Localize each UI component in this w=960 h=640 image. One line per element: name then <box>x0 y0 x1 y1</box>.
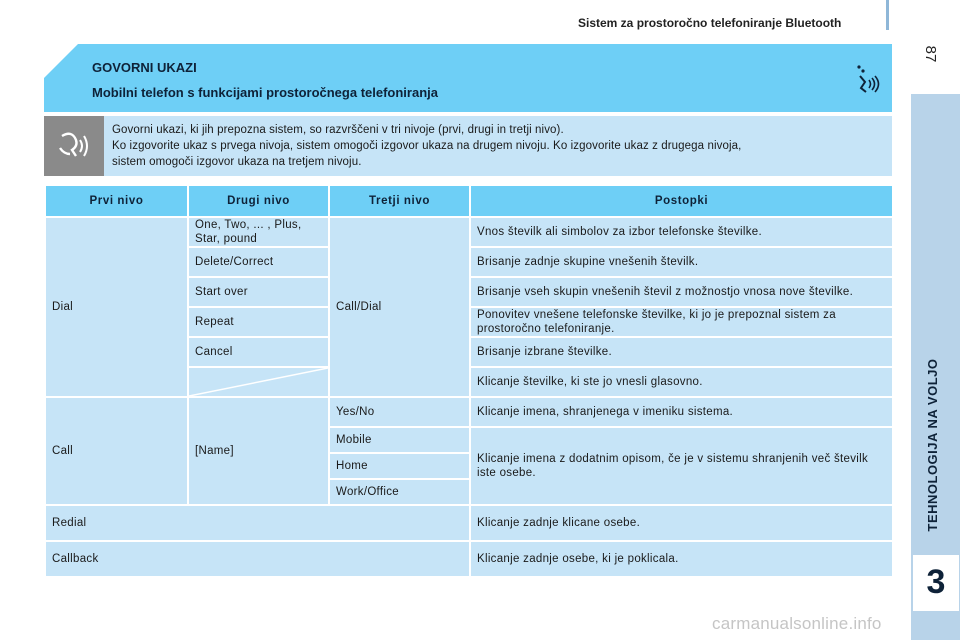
header-level-2: Drugi nivo <box>189 186 328 216</box>
dial-level-2: Repeat <box>189 308 328 336</box>
dial-level-1: Dial <box>46 218 187 396</box>
call-action: Klicanje imena z dodatnim opisom, če je v sistemu shranjenih več številk iste osebe. <box>471 428 892 504</box>
call-level-3: Work/Office <box>330 480 469 504</box>
dial-action: Brisanje zadnje skupine vnešenih številk. <box>471 248 892 276</box>
header-actions: Postopki <box>471 186 892 216</box>
header-divider <box>886 0 889 30</box>
dial-action: Brisanje izbrane številke. <box>471 338 892 366</box>
call-level-2: [Name] <box>189 398 328 504</box>
table-header-row <box>46 186 892 216</box>
dial-action: Brisanje vseh skupin vnešenih števil z možnostjo vnosa nove številke. <box>471 278 892 306</box>
dial-level-2-empty <box>189 368 328 396</box>
voice-command-icon <box>852 62 882 96</box>
header-level-1: Prvi nivo <box>46 186 187 216</box>
dial-level-2: Cancel <box>189 338 328 366</box>
dial-action: Ponovitev vnešene telefonske številke, ki jo je prepoznal sistem za prostoročno telefoniranje. <box>471 308 892 336</box>
watermark: carmanualsonline.info <box>712 614 882 633</box>
callback-action: Klicanje zadnje osebe, ki je poklicala. <box>471 542 892 576</box>
table-row <box>46 506 892 540</box>
call-level-1: Call <box>46 398 187 504</box>
callback-level-1: Callback <box>46 542 469 576</box>
section-subtitle: Mobilni telefon s funkcijami prostoročnega telefoniranja <box>92 85 438 100</box>
call-level-3: Home <box>330 454 469 478</box>
dial-level-2: Start over <box>189 278 328 306</box>
section-banner <box>44 44 892 112</box>
call-level-3: Yes/No <box>330 398 469 426</box>
dial-level-3: Call/Dial <box>330 218 469 396</box>
chapter-number: 3 <box>926 563 946 601</box>
table-row <box>46 218 892 246</box>
dial-level-2: Delete/Correct <box>189 248 328 276</box>
call-action: Klicanje imena, shranjenega v imeniku sistema. <box>471 398 892 426</box>
header-level-3: Tretji nivo <box>330 186 469 216</box>
dial-action: Vnos številk ali simbolov za izbor telefonske številke. <box>471 218 892 246</box>
intro-line: Govorni ukazi, ki jih prepozna sistem, so razvrščeni v tri nivoje (prvi, drugi in tretji nivo). <box>112 124 564 136</box>
section-title: GOVORNI UKAZI <box>92 60 197 75</box>
speech-recognition-icon <box>56 128 94 164</box>
redial-action: Klicanje zadnje klicane osebe. <box>471 506 892 540</box>
running-title: Sistem za prostoročno telefoniranje Bluetooth <box>578 16 842 30</box>
intro-line: sistem omogoči izgovor ukaza na tretjem nivoju. <box>112 156 362 168</box>
redial-level-1: Redial <box>46 506 469 540</box>
call-level-3: Mobile <box>330 428 469 452</box>
empty-cell-diagonal <box>189 368 328 396</box>
intro-line: Ko izgovorite ukaz s prvega nivoja, sistem omogoči izgovor ukaza na drugem nivoju. Ko izgovorite ukaz z drugega nivoja, <box>112 140 742 152</box>
dial-level-2: One, Two, ... , Plus, Star, pound <box>189 218 328 246</box>
intro-text <box>112 122 882 170</box>
page-number: 87 <box>922 45 939 63</box>
table-row <box>46 398 892 426</box>
chapter-title: TEHNOLOGIJA NA VOLJO <box>925 358 940 532</box>
table-row <box>46 542 892 576</box>
dial-action: Klicanje številke, ki ste jo vnesli glasovno. <box>471 368 892 396</box>
voice-command-table <box>44 184 894 578</box>
